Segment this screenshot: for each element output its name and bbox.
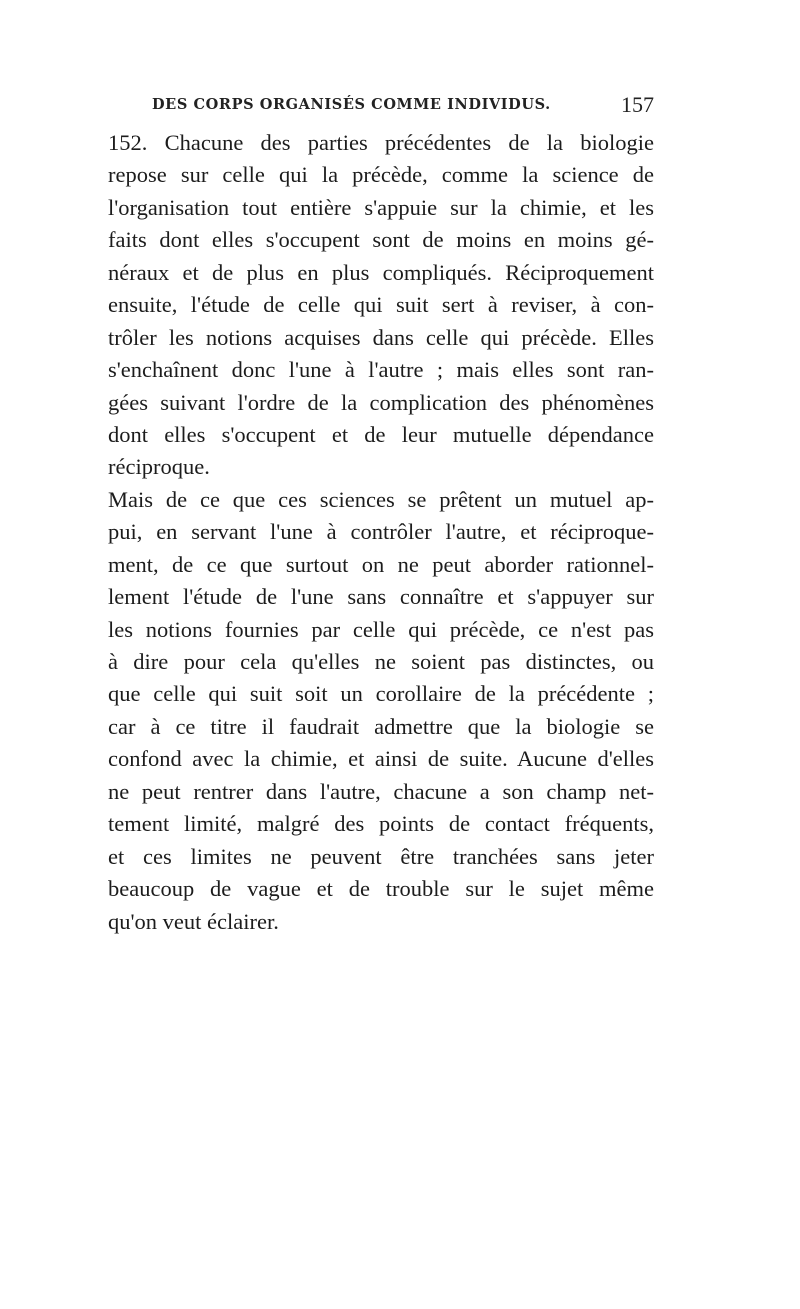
text-line: ensuite, l'étude de celle qui suit sert à reviser, à con- xyxy=(108,292,654,318)
page-number: 157 xyxy=(621,92,654,117)
running-title: DES CORPS ORGANISÉS COMME INDIVIDUS. xyxy=(152,96,551,113)
text-line: 152. Chacune des parties précédentes de la biologie xyxy=(108,130,654,155)
text-line: car à ce titre il faudrait admettre que la biologie se xyxy=(108,713,654,739)
paragraph-152 xyxy=(108,127,654,484)
text-line: qu'on veut éclairer. xyxy=(108,908,279,934)
text-line: ment, de ce que surtout on ne peut aborder rationnel- xyxy=(108,551,654,577)
text-line: les notions fournies par celle qui précède, ce n'est pas xyxy=(108,616,654,642)
text-line: à dire pour cela qu'elles ne soient pas distinctes, ou xyxy=(108,649,654,674)
text-line: s'enchaînent donc l'une à l'autre ; mais elles sont ran- xyxy=(108,357,654,383)
text-line: l'organisation tout entière s'appuie sur la chimie, et les xyxy=(108,194,654,220)
text-line: confond avec la chimie, et ainsi de suite. Aucune d'elles xyxy=(108,746,654,772)
text-line: tement limité, malgré des points de contact fréquents, xyxy=(108,811,654,837)
text-line: beaucoup de vague et de trouble sur le sujet même xyxy=(108,876,654,902)
text-line: pui, en servant l'une à contrôler l'autre, et réciproque- xyxy=(108,519,654,545)
text-line: faits dont elles s'occupent sont de moins en moins gé- xyxy=(108,227,654,253)
text-line: repose sur celle qui la précède, comme la science de xyxy=(108,162,654,188)
text-line: et ces limites ne peuvent être tranchées sans jeter xyxy=(108,843,654,869)
text-line: Mais de ce que ces sciences se prêtent un mutuel ap- xyxy=(108,486,654,512)
text-line: néraux et de plus en plus compliqués. Réciproquement xyxy=(108,259,654,285)
running-head xyxy=(152,92,654,122)
text-line: réciproque. xyxy=(108,454,210,480)
text-line: ne peut rentrer dans l'autre, chacune a son champ net- xyxy=(108,778,654,804)
paragraph-2 xyxy=(108,484,654,938)
text-line: trôler les notions acquises dans celle qui précède. Elles xyxy=(108,324,654,350)
text-line: dont elles s'occupent et de leur mutuelle dépendance xyxy=(108,421,654,447)
text-line: gées suivant l'ordre de la complication des phénomènes xyxy=(108,389,654,415)
text-line: que celle qui suit soit un corollaire de la précédente ; xyxy=(108,681,654,707)
body-text xyxy=(108,127,654,938)
text-line: lement l'étude de l'une sans connaître et s'appuyer sur xyxy=(108,584,654,610)
